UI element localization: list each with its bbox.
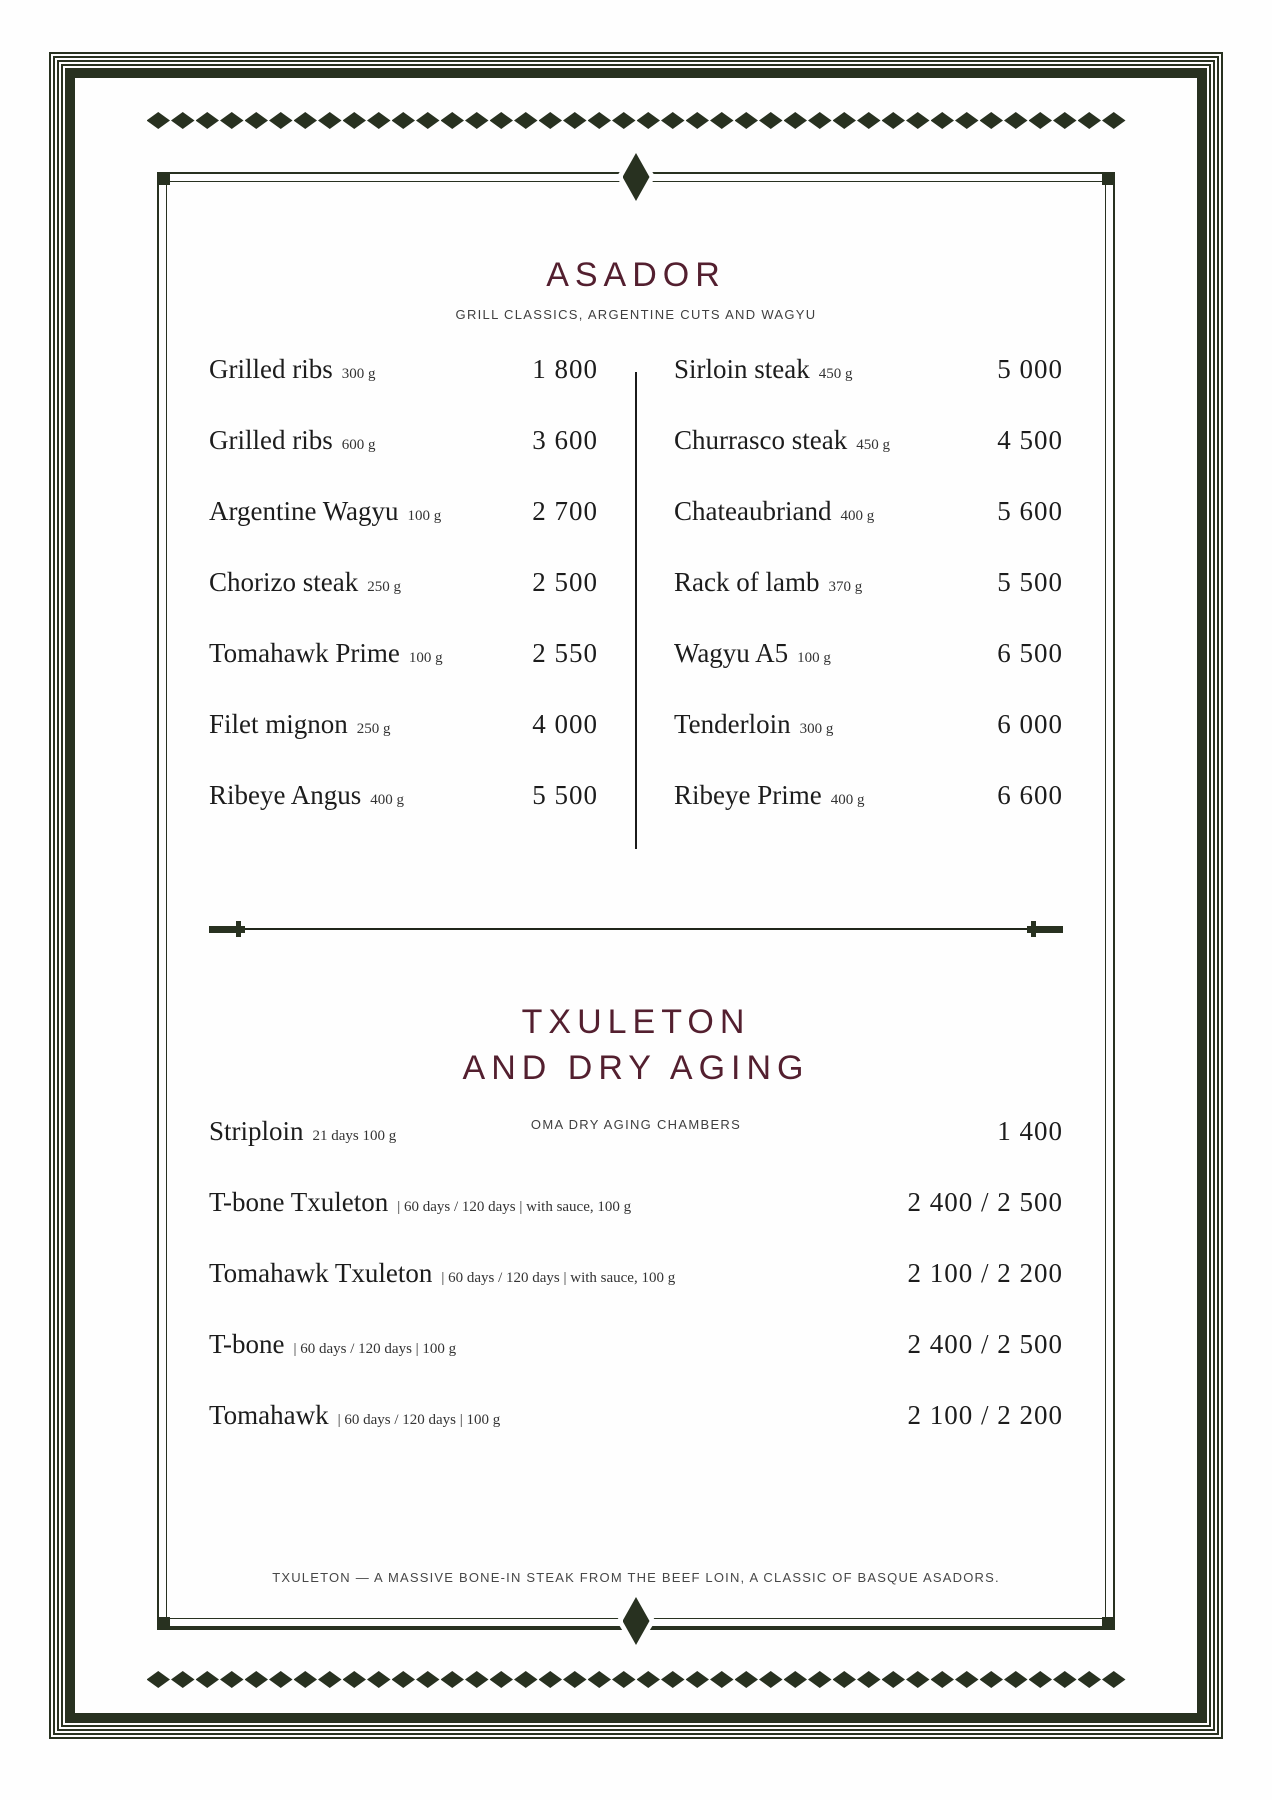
diamond-icon: [882, 1671, 906, 1688]
footnote: TXULETON — A MASSIVE BONE-IN STEAK FROM THE BEEF LOIN, A CLASSIC OF BASQUE ASADORS.: [272, 1570, 1000, 1585]
diamond-icon: [612, 112, 636, 129]
item-price: 5 500: [532, 780, 598, 810]
diamond-icon: [392, 1671, 416, 1688]
item-price: 5 500: [997, 567, 1063, 597]
menu-item: [209, 709, 598, 780]
item-weight: 450 g: [818, 366, 853, 382]
diamond-icon: [686, 1671, 710, 1688]
diamond-icon: [318, 1671, 342, 1688]
item-price: 6 600: [997, 780, 1063, 810]
diamond-icon: [465, 1671, 489, 1688]
item-name: Ribeye Angus: [209, 780, 362, 810]
menu-item: [209, 567, 598, 638]
menu-item-label: [209, 496, 441, 527]
menu-item: [209, 425, 598, 496]
diamond-icon: [294, 112, 318, 129]
diamond-icon: [1078, 1671, 1102, 1688]
menu-item-label: [209, 1400, 500, 1431]
menu-item-label: [674, 425, 890, 456]
item-weight: 300 g: [799, 721, 834, 737]
item-price: 2 550: [532, 638, 598, 668]
item-name: Striploin: [209, 1116, 304, 1146]
item-name: Tomahawk Prime: [209, 638, 400, 668]
item-name: Tomahawk Txuleton: [209, 1258, 433, 1288]
item-name: Ribeye Prime: [674, 780, 822, 810]
diamond-icon: [808, 1671, 832, 1688]
section-title-line1: TXULETON: [521, 1003, 751, 1041]
item-name: Argentine Wagyu: [209, 496, 399, 526]
menu-item-label: [674, 496, 874, 527]
diamond-icon: [171, 1671, 195, 1688]
menu-item-label: [674, 780, 864, 811]
diamond-icon: [563, 112, 587, 129]
menu-item: [209, 1116, 1063, 1187]
diamond-icon: [906, 1671, 930, 1688]
item-weight: 600 g: [341, 437, 376, 453]
item-weight: 250 g: [367, 579, 401, 595]
diamond-icon: [514, 1671, 538, 1688]
item-price: 2 100 / 2 200: [907, 1400, 1063, 1430]
diamond-icon: [710, 1671, 734, 1688]
diamond-icon: [612, 1671, 636, 1688]
item-price: 6 500: [997, 638, 1063, 668]
menu-item-label: [209, 1258, 675, 1289]
diamond-icon: [980, 112, 1004, 129]
menu-item-label: [209, 354, 375, 385]
menu-item-label: [674, 638, 831, 669]
item-name: Grilled ribs: [209, 354, 333, 384]
diamond-icon: [269, 112, 293, 129]
diamond-icon: [833, 1671, 857, 1688]
menu-item: [209, 1187, 1063, 1258]
menu-item-label: [209, 1329, 456, 1360]
item-name: Chateaubriand: [674, 496, 832, 526]
item-price: 1 800: [532, 354, 598, 384]
menu-item-label: [674, 567, 862, 598]
item-name: Rack of lamb: [674, 567, 820, 597]
item-detail: | 60 days / 120 days | with sauce, 100 g: [397, 1199, 632, 1215]
item-price: 2 400 / 2 500: [907, 1187, 1063, 1217]
diamond-icon: [1029, 112, 1053, 129]
diamond-icon: [637, 112, 661, 129]
inner-border-frame: [157, 172, 1115, 1630]
diamond-icon: [416, 1671, 440, 1688]
item-weight: 450 g: [856, 437, 890, 453]
diamond-icon: [637, 1671, 661, 1688]
diamond-icon: [882, 112, 906, 129]
menu-item: [209, 1400, 1063, 1471]
asador-right-column: [674, 354, 1063, 851]
item-weight: 100 g: [408, 650, 443, 666]
item-price: 1 400: [997, 1116, 1063, 1146]
item-price: 4 000: [532, 709, 598, 739]
diamond-icon: [514, 112, 538, 129]
item-price: 5 000: [997, 354, 1063, 384]
corner-square-icon: [157, 172, 170, 185]
item-weight: 100 g: [407, 508, 442, 524]
diamond-icon: [710, 112, 734, 129]
item-name: T-bone Txuleton: [209, 1187, 389, 1217]
item-detail: | 60 days / 120 days | 100 g: [337, 1412, 501, 1428]
diamond-icon: [245, 112, 269, 129]
item-name: Grilled ribs: [209, 425, 333, 455]
diamond-icon: [563, 1671, 587, 1688]
diamond-icon: [808, 112, 832, 129]
menu-item-label: [209, 1116, 396, 1147]
item-price: 5 600: [997, 496, 1063, 526]
menu-item: [674, 425, 1063, 496]
diamond-icon: [1102, 1671, 1126, 1688]
section-subtitle-txuleton: OMA DRY AGING CHAMBERS: [530, 1117, 742, 1132]
divider-end-tick: [1031, 921, 1036, 937]
diamond-ornament-row-bottom: [0, 1671, 1272, 1688]
diamond-icon: [416, 112, 440, 129]
menu-item-label: [674, 709, 833, 740]
asador-left-column: [209, 354, 598, 851]
diamond-icon: [343, 1671, 367, 1688]
diamond-icon: [343, 112, 367, 129]
corner-square-icon: [157, 1617, 170, 1630]
diamond-icon: [465, 112, 489, 129]
diamond-icon: [367, 1671, 391, 1688]
diamond-icon: [833, 112, 857, 129]
menu-item: [674, 638, 1063, 709]
item-price: 4 500: [997, 425, 1063, 455]
item-price: 6 000: [997, 709, 1063, 739]
column-divider-line: [635, 372, 637, 849]
diamond-icon: [220, 1671, 244, 1688]
diamond-icon: [735, 112, 759, 129]
diamond-icon: [294, 1671, 318, 1688]
diamond-icon: [857, 1671, 881, 1688]
menu-item: [209, 638, 598, 709]
item-weight: 100 g: [797, 650, 831, 666]
section-divider: [209, 921, 1063, 937]
diamond-icon: [1029, 1671, 1053, 1688]
item-weight: 300 g: [341, 366, 376, 382]
item-weight: 400 g: [370, 792, 404, 808]
diamond-icon: [906, 112, 930, 129]
diamond-icon: [318, 112, 342, 129]
menu-item: [674, 496, 1063, 567]
diamond-icon: [171, 112, 195, 129]
item-detail: | 60 days / 120 days | with sauce, 100 g: [441, 1270, 676, 1286]
menu-item: [209, 496, 598, 567]
diamond-icon: [245, 1671, 269, 1688]
section-title-line2: AND DRY AGING: [462, 1049, 810, 1087]
diamond-icon: [392, 112, 416, 129]
dry-aging-list: [209, 1116, 1063, 1471]
item-name: Wagyu A5: [674, 638, 789, 668]
diamond-icon: [588, 112, 612, 129]
menu-item-label: [209, 425, 375, 456]
menu-item: [209, 1258, 1063, 1329]
menu-item: [209, 780, 598, 851]
diamond-icon: [147, 112, 171, 129]
diamond-icon: [269, 1671, 293, 1688]
item-price: 3 600: [532, 425, 598, 455]
menu-item: [209, 354, 598, 425]
item-name: Tomahawk: [209, 1400, 329, 1430]
item-weight: 370 g: [828, 579, 863, 595]
diamond-icon: [441, 1671, 465, 1688]
menu-item: [674, 567, 1063, 638]
item-price: 2 700: [532, 496, 598, 526]
section-subtitle-asador: GRILL CLASSICS, ARGENTINE CUTS AND WAGYU: [455, 307, 817, 322]
menu-item-label: [209, 638, 443, 669]
diamond-icon: [661, 112, 685, 129]
menu-item: [674, 780, 1063, 851]
diamond-icon: [955, 112, 979, 129]
diamond-icon: [735, 1671, 759, 1688]
diamond-icon: [980, 1671, 1004, 1688]
item-name: Tenderloin: [674, 709, 791, 739]
divider-line: [233, 928, 1039, 930]
diamond-ornament-row-top: [0, 112, 1272, 129]
asador-menu-columns: [209, 354, 1063, 851]
diamond-icon: [759, 1671, 783, 1688]
item-name: T-bone: [209, 1329, 285, 1359]
diamond-icon: [931, 1671, 955, 1688]
diamond-icon: [759, 112, 783, 129]
diamond-icon: [955, 1671, 979, 1688]
menu-item: [674, 709, 1063, 780]
item-name: Filet mignon: [209, 709, 348, 739]
menu-item: [674, 354, 1063, 425]
diamond-icon: [147, 1671, 171, 1688]
item-weight: 250 g: [356, 721, 391, 737]
diamond-icon: [1102, 112, 1126, 129]
diamond-icon: [539, 1671, 563, 1688]
diamond-icon: [784, 112, 808, 129]
menu-item-label: [209, 1187, 631, 1218]
item-price: 2 100 / 2 200: [907, 1258, 1063, 1288]
diamond-icon: [588, 1671, 612, 1688]
diamond-icon: [686, 112, 710, 129]
menu-item-label: [209, 567, 401, 598]
diamond-icon: [784, 1671, 808, 1688]
diamond-icon: [661, 1671, 685, 1688]
item-detail: 21 days 100 g: [312, 1128, 397, 1144]
diamond-icon: [539, 112, 563, 129]
diamond-icon: [857, 112, 881, 129]
section-title-txuleton: [159, 999, 1113, 1091]
diamond-icon: [441, 112, 465, 129]
item-name: Chorizo steak: [209, 567, 359, 597]
item-weight: 400 g: [840, 508, 875, 524]
corner-square-icon: [1102, 172, 1115, 185]
divider-end-tick: [236, 921, 241, 937]
menu-item-label: [674, 354, 853, 385]
item-price: 2 400 / 2 500: [907, 1329, 1063, 1359]
diamond-icon: [367, 112, 391, 129]
item-detail: | 60 days / 120 days | 100 g: [293, 1341, 457, 1357]
diamond-icon: [196, 112, 220, 129]
item-weight: 400 g: [830, 792, 865, 808]
diamond-icon: [196, 1671, 220, 1688]
section-title-asador: ASADOR: [546, 256, 726, 294]
menu-item-label: [209, 780, 404, 811]
diamond-icon: [1078, 112, 1102, 129]
corner-square-icon: [1102, 1617, 1115, 1630]
diamond-icon: [490, 1671, 514, 1688]
diamond-icon: [220, 112, 244, 129]
diamond-icon: [490, 112, 514, 129]
diamond-icon: [1053, 112, 1077, 129]
item-name: Sirloin steak: [674, 354, 810, 384]
diamond-icon: [1053, 1671, 1077, 1688]
menu-item-label: [209, 709, 391, 740]
menu-item: [209, 1329, 1063, 1400]
diamond-icon: [931, 112, 955, 129]
diamond-icon: [1004, 112, 1028, 129]
item-price: 2 500: [532, 567, 598, 597]
item-name: Churrasco steak: [674, 425, 848, 455]
diamond-icon: [1004, 1671, 1028, 1688]
